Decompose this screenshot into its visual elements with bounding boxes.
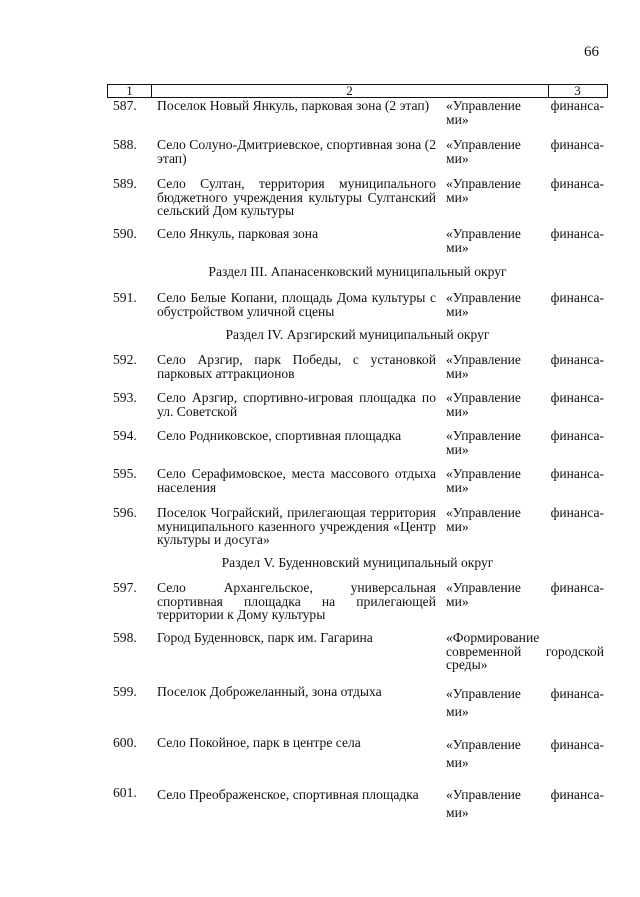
row-program	[446, 506, 604, 533]
program-line-2: ми»	[446, 111, 469, 127]
header-col-3: 3	[574, 83, 581, 98]
program-line-2: ми»	[446, 150, 469, 166]
program-line-1: «Управление финанса-	[446, 390, 604, 405]
row-description: Село Архангельское, универсальная спортивная площадка на прилегающей территории к Дому культуры	[157, 580, 436, 623]
table-header	[107, 84, 608, 98]
row-program	[446, 227, 604, 254]
row-program	[446, 429, 604, 456]
program-line-1: «Управление финанса-	[446, 176, 604, 191]
row-number: 599.	[113, 684, 137, 699]
row-number: 588.	[113, 137, 137, 152]
row-program	[446, 467, 604, 494]
row-description: Село Янкуль, парковая зона	[157, 226, 319, 241]
row-program	[446, 291, 604, 318]
program-line-1: «Управление финанса-	[446, 505, 604, 520]
program-line-2: ми»	[446, 805, 469, 820]
row-description: Село Солуно-Дмитриевское, спортивная зона (2 этап)	[157, 137, 436, 166]
program-line-2: ми»	[446, 479, 469, 495]
row-number: 597.	[113, 580, 137, 595]
program-text: «Формирование современной городской среды»	[446, 630, 604, 673]
program-line-1: «Управление финанса-	[446, 737, 604, 752]
program-line-2: ми»	[446, 704, 469, 719]
row-description: Село Родниковское, спортивная площадка	[157, 428, 402, 443]
row-program	[446, 685, 604, 721]
program-line-2: ми»	[446, 593, 469, 609]
section-heading: Раздел IV. Арзгирский муниципальный округ	[225, 327, 490, 342]
row-program	[446, 99, 604, 126]
program-line-2: ми»	[446, 518, 469, 534]
program-line-1: «Управление финанса-	[446, 290, 604, 305]
row-number: 594.	[113, 428, 137, 443]
row-program	[446, 631, 604, 672]
row-number: 596.	[113, 505, 137, 520]
program-line-1: «Управление финанса-	[446, 352, 604, 367]
program-line-2: ми»	[446, 189, 469, 205]
program-line-2: ми»	[446, 441, 469, 457]
program-line-2: ми»	[446, 303, 469, 319]
row-program	[446, 581, 604, 608]
row-number: 592.	[113, 352, 137, 367]
program-line-2: ми»	[446, 403, 469, 419]
row-number: 601.	[113, 785, 137, 800]
row-number: 589.	[113, 176, 137, 191]
row-program	[446, 353, 604, 380]
row-number: 593.	[113, 390, 137, 405]
header-col-1: 1	[108, 85, 152, 97]
row-description: Село Арзгир, парк Победы, с установкой парковых аттракционов	[157, 352, 436, 381]
section-heading: Раздел III. Апанасенковский муниципальный округ	[208, 264, 507, 279]
program-line-2: ми»	[446, 755, 469, 770]
program-line-1: «Управление финанса-	[446, 686, 604, 701]
program-line-1: «Управление финанса-	[446, 466, 604, 481]
program-line-2: ми»	[446, 239, 469, 255]
program-line-1: «Управление финанса-	[446, 98, 604, 113]
row-description: Поселок Доброжеланный, зона отдыха	[157, 684, 382, 699]
row-program	[446, 786, 604, 822]
program-line-1: «Управление финанса-	[446, 226, 604, 241]
row-description: Село Серафимовское, места массового отдыха населения	[157, 466, 436, 495]
row-description: Село Арзгир, спортивно-игровая площадка по ул. Советской	[157, 390, 436, 419]
row-number: 590.	[113, 226, 137, 241]
page-number: 66	[584, 44, 599, 60]
program-line-1: «Управление финанса-	[446, 137, 604, 152]
row-number: 587.	[113, 98, 137, 113]
row-number: 600.	[113, 735, 137, 750]
row-program	[446, 736, 604, 772]
program-line-1: «Управление финанса-	[446, 787, 604, 802]
header-col-2: 2	[151, 85, 549, 97]
row-number: 591.	[113, 290, 137, 305]
row-program	[446, 177, 604, 204]
row-description: Село Преображенское, спортивная площадка	[157, 787, 419, 802]
program-line-2: ми»	[446, 365, 469, 381]
row-description: Поселок Чограйский, прилегающая территория муниципального казенного учреждения «Центр культуры и досуга»	[157, 505, 436, 548]
row-program	[446, 391, 604, 418]
program-line-1: «Управление финанса-	[446, 580, 604, 595]
row-description: Село Покойное, парк в центре села	[157, 735, 361, 750]
row-number: 595.	[113, 466, 137, 481]
row-description: Город Буденновск, парк им. Гагарина	[157, 630, 373, 645]
row-program	[446, 138, 604, 165]
row-number: 598.	[113, 630, 137, 645]
program-line-1: «Управление финанса-	[446, 428, 604, 443]
row-description: Поселок Новый Янкуль, парковая зона (2 этап)	[157, 98, 430, 113]
section-heading: Раздел V. Буденновский муниципальный округ	[221, 555, 494, 570]
row-description: Село Султан, территория муниципального бюджетного учреждения культуры Султанский сельский Дом культуры	[157, 176, 436, 219]
row-description: Село Белые Копани, площадь Дома культуры с обустройством уличной сцены	[157, 290, 436, 319]
